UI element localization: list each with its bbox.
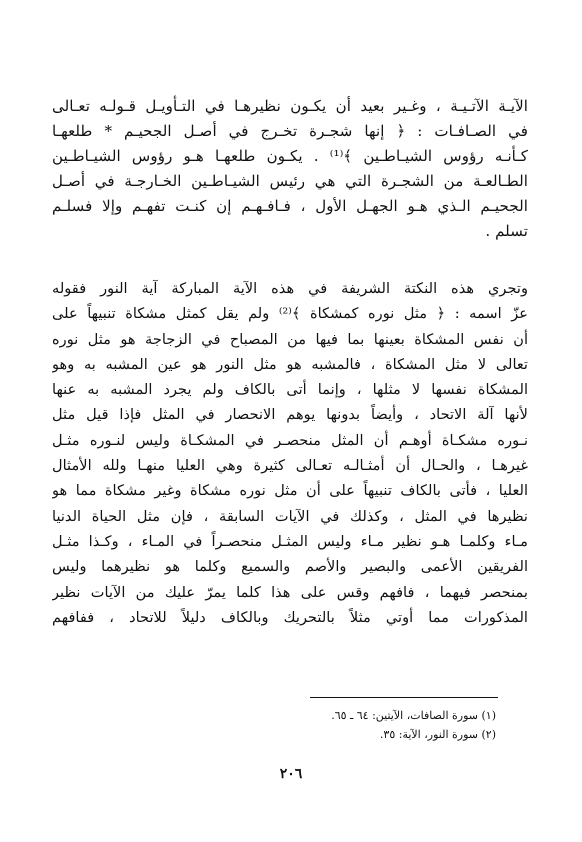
text-line: كـأنـه رؤوس الشيـاطـين ﴾⁽¹⁾ . يكـون طلعهـا هـو رؤوس الشيـاطـين bbox=[52, 147, 528, 165]
text-line: عزّ اسمه : ﴿ مثل نوره كمشكاة ﴾⁽²⁾ ولم يقل كمثل مشكاة تنبيهاً على bbox=[52, 305, 528, 323]
paragraph-1 bbox=[52, 94, 528, 244]
text-line: الطـالعـة من الشجـرة التي هي رئيس الشيـاطـين الخـارجـة في أصـل bbox=[52, 172, 528, 190]
text-line: وتجري هذه النكتة الشريفة في هذه الآية المباركة آية النور فقوله bbox=[52, 280, 528, 297]
footnotes bbox=[196, 706, 496, 744]
text-line: تعالى لا مثل المشكاة ، فالمشبه هو مثل النور هو عين المشبه به وهو bbox=[52, 355, 528, 373]
footnote-divider bbox=[310, 697, 498, 698]
footnote-1: (١) سورة الصافات، الآيتين: ٦٤ ـ ٦٥. bbox=[331, 709, 496, 722]
text-line: غيرهـا ، والحـال أن أمثـالـه تعـالى كثيرة وهي العليا منهـا ولله الأمثال bbox=[52, 457, 528, 475]
footnote-2: (٢) سورة النور، الآية: ٣٥. bbox=[379, 728, 496, 741]
page-number: ٢٠٦ bbox=[279, 766, 303, 782]
text-line: الجحيـم الـذي هـو الجهـل الأول ، فـافـهـم إن كنـت تفهـم وإلا فسلـم bbox=[52, 197, 528, 215]
text-line: بمنحصر فيهما ، فافهم وقس على هذا كلما يمرّ عليك من الآيات نظير bbox=[52, 583, 528, 601]
text-line: العليا ، فأتى بالكاف تنبيهاً على أن مثل نوره مشكاة وغير مشكاة مما هو bbox=[52, 482, 528, 500]
text-line: لأنها آلة الاتحاد ، وأيضاً بدونها يوهم الانحصار في المثل فإذا قيل مثل bbox=[52, 406, 528, 424]
text-line: الآيـة الآتـيـة ، وغـير بعيد أن يكـون نظيرهـا في التـأويـل قـولـه تعـالى bbox=[52, 97, 528, 115]
text-line: تسلم . bbox=[485, 222, 528, 240]
text-line: أن نفس المشكاة بعينها بما فيها من المصباح في الزجاجة هو مثل نوره bbox=[52, 330, 528, 348]
text-line: نظيرها في المثل ، وكذلك في الآيات السابقة ، فإن مثل الحياة الدنيا bbox=[52, 507, 528, 525]
paragraph-2 bbox=[52, 276, 528, 630]
text-line: نـوره مشكـاة أوهـم أن المثل منحصـر في المشكـاة وليس لنـوره مثـل bbox=[52, 431, 528, 449]
text-line: مـاء وكلمـا هـو نظير مـاء وليس المثـل منحصـراً في المـاء ، وكـذا مثـل bbox=[52, 532, 528, 550]
text-line: الفريقين الأعمى والبصير والأصم والسميع وكلما هو نظيرهما وليس bbox=[52, 558, 528, 576]
text-line: المذكورات مما أوتي مثلاً بالتحريك وبالكاف دليلاً للاتحاد ، ففافهم bbox=[52, 608, 528, 626]
text-line: في الصـافـات : ﴿ إنها شجـرة تخـرج في أصـل الجحيـم * طلعهـا bbox=[52, 122, 528, 140]
text-line: المشكاة نفسها لا مثلها ، وإنما أتى بالكاف ولم يجرد المشبه به عنها bbox=[52, 381, 528, 399]
